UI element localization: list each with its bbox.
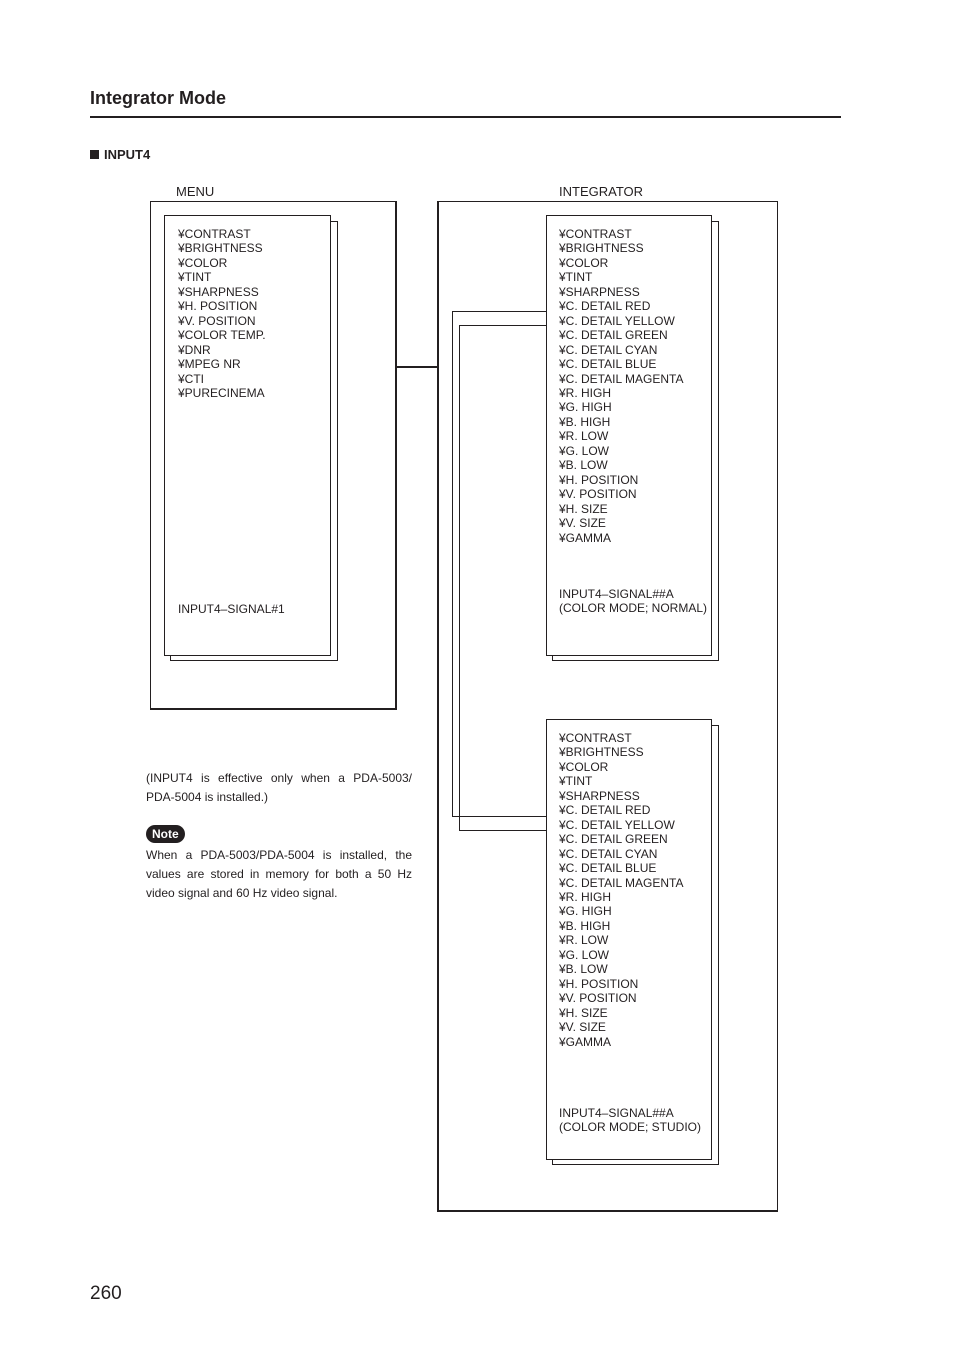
section-heading-text: INPUT4 [104,147,151,162]
integrator-item: ¥B. LOW [559,962,608,977]
integrator-item: ¥CONTRAST [559,731,632,745]
integrator-normal-footer [559,587,707,616]
integrator-item: ¥C. DETAIL RED [559,803,651,818]
integrator-item: ¥BRIGHTNESS [559,241,644,256]
integrator-item: ¥V. SIZE [559,516,606,531]
integrator-item: ¥GAMMA [559,1034,612,1049]
integrator-item: ¥COLOR [559,255,609,270]
integrator-item: ¥GAMMA [559,530,612,545]
menu-item: ¥DNR [178,342,211,357]
page-number: 260 [90,1283,122,1304]
integrator-item: ¥V. POSITION [559,487,637,502]
integrator-item: ¥C. DETAIL YELLOW [559,817,675,832]
footer-line-color-mode: (COLOR MODE; STUDIO) [559,1120,702,1135]
note-badge: Note [146,825,185,843]
integrator-item: ¥C. DETAIL MAGENTA [559,371,684,386]
bracket-outer-side [452,311,453,817]
connector-line [396,366,437,368]
integrator-studio-footer [559,1106,701,1135]
section-heading [90,147,150,162]
integrator-item: ¥R. HIGH [559,889,612,904]
integrator-item: ¥B. LOW [559,458,608,473]
footer-line-signal: INPUT4–SIGNAL##A [559,1106,674,1120]
integrator-item: ¥SHARPNESS [559,284,640,299]
bracket-outer-bottom [452,816,546,817]
note-text: When a PDA-5003/PDA-5004 is installed, the values are stored in memory for both a 50 Hz video signal and 60 Hz video signal. [146,848,412,900]
square-bullet-icon [90,150,99,159]
integrator-item: ¥R. HIGH [559,385,612,400]
integrator-item: ¥H. POSITION [559,976,639,991]
integrator-item: ¥B. HIGH [559,414,611,429]
bracket-inner-bottom [459,830,546,831]
integrator-item: ¥C. DETAIL GREEN [559,832,668,847]
integrator-item: ¥H. SIZE [559,501,608,516]
integrator-item: ¥G. LOW [559,443,610,458]
bracket-inner-top [459,325,546,326]
integrator-item: ¥R. LOW [559,429,609,444]
footer-line-color-mode: (COLOR MODE; NORMAL) [559,601,708,616]
integrator-item: ¥V. SIZE [559,1020,606,1035]
integrator-item-list [559,227,683,545]
footer-line-signal: INPUT4–SIGNAL##A [559,587,674,601]
menu-item-list [178,227,266,400]
integrator-item: ¥R. LOW [559,933,609,948]
integrator-item: ¥G. LOW [559,947,610,962]
integrator-item: ¥G. HIGH [559,400,612,415]
title-rule [90,116,841,118]
integrator-item: ¥C. DETAIL MAGENTA [559,875,684,890]
menu-screen-footer: INPUT4–SIGNAL#1 [178,602,285,616]
integrator-item: ¥C. DETAIL CYAN [559,846,658,861]
menu-item: ¥BRIGHTNESS [178,241,263,256]
menu-item: ¥TINT [178,270,212,285]
integrator-item: ¥H. POSITION [559,472,639,487]
integrator-item: ¥V. POSITION [559,991,637,1006]
menu-item: ¥V. POSITION [178,313,256,328]
integrator-item: ¥C. DETAIL BLUE [559,861,657,876]
menu-item: ¥COLOR [178,255,228,270]
integrator-screen-studio [546,719,720,1166]
integrator-item: ¥C. DETAIL YELLOW [559,313,675,328]
integrator-item-list [559,731,683,1049]
integrator-item: ¥COLOR [559,759,609,774]
integrator-item: ¥H. SIZE [559,1005,608,1020]
availability-note: (INPUT4 is effective only when a PDA-5003/ PDA-5004 is installed.) [146,771,412,804]
integrator-item: ¥C. DETAIL RED [559,299,651,314]
integrator-item: ¥C. DETAIL CYAN [559,342,658,357]
integrator-item: ¥CONTRAST [559,227,632,241]
integrator-item: ¥SHARPNESS [559,788,640,803]
page-title: Integrator Mode [90,88,227,108]
menu-item: ¥SHARPNESS [178,284,259,299]
menu-item: ¥MPEG NR [178,357,241,372]
menu-item: ¥H. POSITION [178,299,258,314]
menu-item: ¥PURECINEMA [178,385,265,400]
integrator-item: ¥TINT [559,774,593,789]
integrator-item: ¥TINT [559,270,593,285]
integrator-item: ¥C. DETAIL GREEN [559,328,668,343]
integrator-item: ¥BRIGHTNESS [559,745,644,760]
integrator-item: ¥G. HIGH [559,904,612,919]
integrator-screen-normal [546,215,720,662]
integrator-label: INTEGRATOR [559,184,644,199]
menu-item: ¥CTI [178,371,205,386]
menu-label: MENU [176,184,215,199]
integrator-item: ¥C. DETAIL BLUE [559,357,657,372]
integrator-item: ¥B. HIGH [559,918,611,933]
bracket-outer-top [452,311,546,312]
menu-item: ¥COLOR TEMP. [178,328,266,343]
menu-screen [164,215,339,662]
bracket-inner-side [459,325,460,830]
menu-item: ¥CONTRAST [178,227,251,241]
